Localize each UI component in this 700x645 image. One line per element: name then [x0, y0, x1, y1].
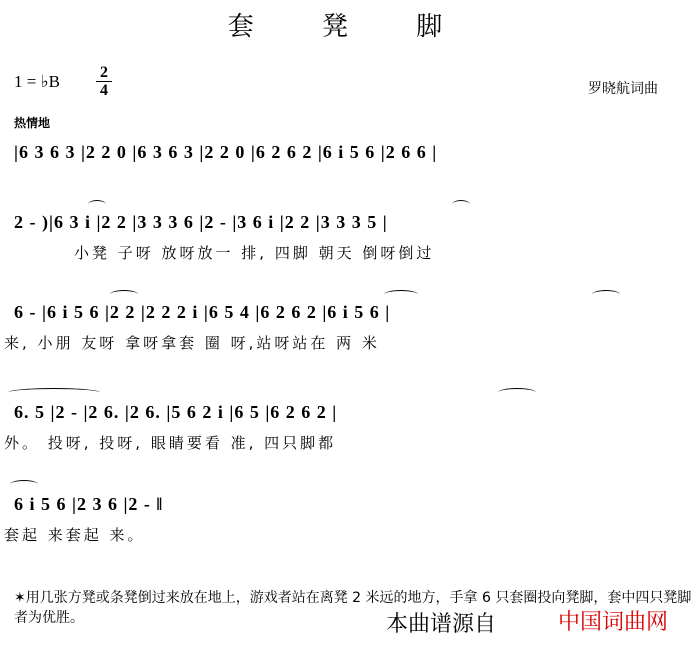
- time-signature: [96, 64, 112, 99]
- notation-line-3: 6 - |6 i 5 6 |2 2 |2 2 2 i |6 5 4 |6 2 6 2 |6 i 5 6 |: [14, 302, 391, 322]
- slur-mark: [110, 290, 138, 299]
- time-signature-bottom: 4: [100, 82, 108, 99]
- slur-mark: [384, 290, 418, 299]
- lyric-line-4: 外。 投呀, 投呀, 眼睛要看 准, 四只脚都: [4, 434, 337, 452]
- key-signature: 1 = ♭B: [14, 72, 60, 91]
- notation-line-1: |6 3 6 3 |2 2 0 |6 3 6 3 |2 2 0 |6 2 6 2 |6 i 5 6 |2 6 6 |: [14, 142, 438, 162]
- footnote: ✶用几张方凳或条凳倒过来放在地上，游戏者站在离凳 2 米远的地方，手拿 6 只套圈投向凳脚，套中四只凳脚者为优胜。: [14, 590, 692, 626]
- slur-mark: [592, 290, 620, 299]
- site-brand[interactable]: 中国词曲网: [558, 610, 669, 635]
- time-signature-top: 2: [100, 64, 108, 81]
- slur-mark: [10, 480, 38, 489]
- source-note: 本曲谱源自: [386, 612, 497, 637]
- notation-line-4: 6. 5 |2 - |2 6. |2 6. |5 6 2 i |6 5 |6 2 6 2 |: [14, 402, 338, 422]
- page-title: 套 凳 脚: [227, 12, 473, 42]
- slur-mark: [498, 388, 536, 397]
- slur-mark: [452, 200, 470, 209]
- lyric-line-3: 来, 小朋 友呀 拿呀拿套 圈 呀,站呀站在 两 米: [4, 334, 380, 352]
- slur-mark: [88, 200, 106, 209]
- composer-credit: 罗晓航词曲: [588, 81, 658, 97]
- slur-mark: [8, 388, 100, 397]
- lyric-line-2: 小凳 子呀 放呀放一 排, 四脚 朝天 倒呀倒过: [74, 244, 435, 262]
- notation-line-2: 2 - )|6 3 i |2 2 |3 3 3 6 |2 - |3 6 i |2 2 |3 3 3 5 |: [14, 212, 388, 232]
- tempo-marking: 热情地: [14, 116, 51, 130]
- lyric-line-5: 套起 来套起 来。: [4, 526, 146, 544]
- notation-line-5: 6 i 5 6 |2 3 6 |2 - ‖: [14, 494, 164, 514]
